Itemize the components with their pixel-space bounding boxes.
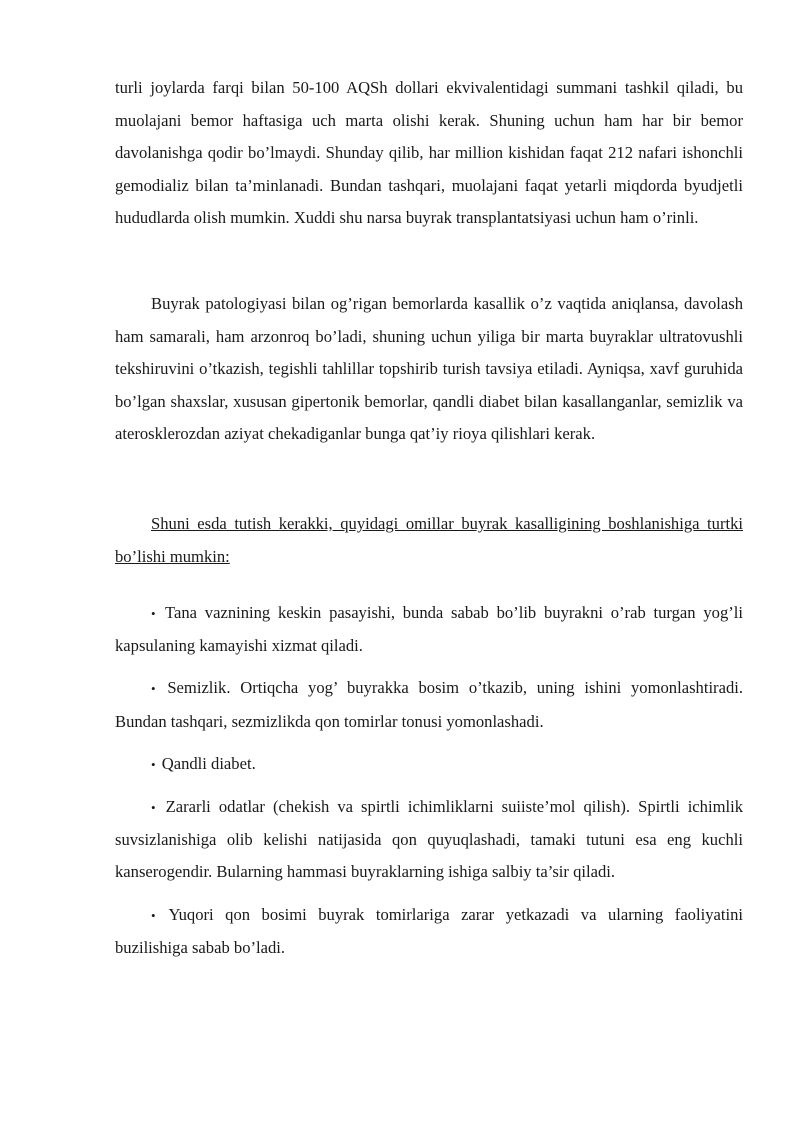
paragraph-dialysis-cost: turli joylarda farqi bilan 50-100 AQSh dollari ekvivalentidagi summani tashkil qiladi, bu muolajani bemor haftasiga uch marta olishi kerak. Shuning uchun ham har bir bemor davolanishga qodir bo’lmaydi. Shunday qilib, har million kishidan faqat 212 nafari ishonchli gemodializ bilan ta’minlanadi. Bundan tashqari, muolajani faqat yetarli miqdorda byudjetli hududlarda olish mumkin. Xuddi shu narsa buyrak transplantatsiyasi uchun ham o’rinli. <box>115 78 743 228</box>
bullet-icon: • <box>151 907 156 923</box>
bullet-icon: • <box>151 606 156 621</box>
list-item-text: Semizlik. Ortiqcha yog’ buyrakka bosim o’tkazib, uning ishini yomonlashtiradi. Bundan tashqari, sezmizlikda qon tomirlar tonusi yomonlashadi. <box>115 678 743 731</box>
list-item <box>115 748 743 781</box>
paragraph-early-detection: Buyrak patologiyasi bilan og’rigan bemorlarda kasallik o’z vaqtida aniqlansa, davolash ham samarali, ham arzonroq bo’ladi, shuning uchun yiliga bir marta buyraklar ultratovushli tekshiruvini o’tkazish, tegishli tahlillar topshirib turish tavsiya etiladi. Ayniqsa, xavf guruhida bo’lgan shaxslar, xususan gipertonik bemorlar, qandli diabet bilan kasallanganlar, semizlik va aterosklerozdan aziyat chekadiganlar bunga qat’iy rioya qilishlari kerak. <box>115 294 743 444</box>
list-item <box>115 791 743 889</box>
list-item <box>115 597 743 662</box>
bullet-icon: • <box>151 800 156 816</box>
list-item <box>115 899 743 964</box>
bullet-icon: • <box>151 756 156 772</box>
list-item-text: Zararli odatlar (chekish va spirtli ichimliklarni suiiste’mol qilish). Spirtli ichimlik suvsizlanishiga olib kelishi natijasida qon quyuqlashadi, tamaki tutuni esa eng kuchli kanserogendir. Bularning hammasi buyraklarning ishiga salbiy ta’sir qiladi. <box>115 797 744 882</box>
list-item-text: Qandli diabet. <box>161 753 256 773</box>
list-item-text: Yuqori qon bosimi buyrak tomirlariga zarar yetkazadi va ularning faoliyatini buzilishiga sabab bo’ladi. <box>115 904 743 957</box>
risk-factors-list <box>115 597 743 974</box>
paragraph-risk-factors-heading: Shuni esda tutish kerakki, quyidagi omillar buyrak kasalligining boshlanishiga turtki bo’lishi mumkin: <box>115 514 743 566</box>
list-item-text: Tana vaznining keskin pasayishi, bunda sabab bo’lib buyrakni o’rab turgan yog’li kapsulaning kamayishi xizmat qiladi. <box>115 603 743 656</box>
bullet-icon: • <box>151 681 156 697</box>
list-item <box>115 672 743 737</box>
